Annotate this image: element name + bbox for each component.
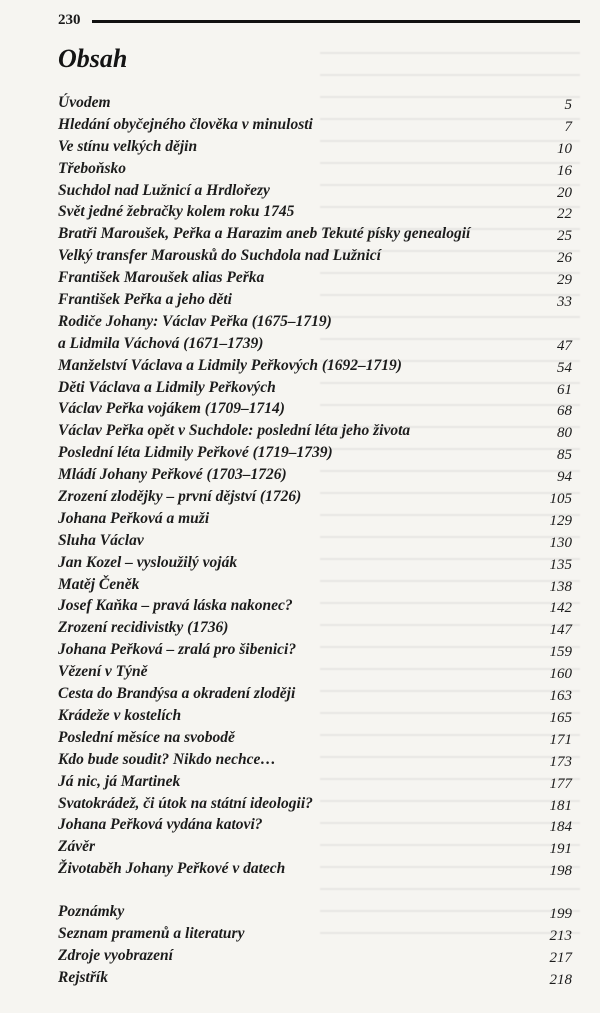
toc-entry-title: Jan Kozel – vysloužilý voják: [58, 553, 238, 571]
toc-entry-page: 16: [557, 162, 572, 179]
toc-entry-title: Mládí Johany Peřkové (1703–1726): [58, 466, 287, 484]
toc-entry-page: 85: [557, 447, 572, 464]
toc-entry-page: 218: [549, 971, 572, 988]
toc-entry-title: Já nic, já Martinek: [58, 772, 181, 790]
toc-entry: [58, 223, 572, 245]
toc-entry-title: Vězení v Týně: [58, 663, 148, 681]
toc-entry: [58, 442, 572, 464]
toc-entry: [58, 749, 572, 771]
toc-entry-title: Rodiče Johany: Václav Peřka (1675–1719): [58, 312, 332, 330]
toc-entry-title: Svatokrádež, či útok na státní ideologii?: [58, 794, 313, 812]
toc-entry-title: Třeboňsko: [58, 159, 127, 177]
toc-entry: [58, 683, 572, 705]
toc-entry-page: 129: [549, 512, 572, 529]
toc-entry: [58, 245, 572, 267]
toc-entry: [58, 967, 572, 989]
toc-entry-title: Zrození recidivistky (1736): [58, 619, 229, 637]
toc-entry: [58, 771, 572, 793]
toc-entry-title: Sluha Václav: [58, 531, 144, 549]
toc-entry-page: 5: [564, 97, 572, 113]
toc-entry: [58, 377, 572, 399]
toc-entry-page: 80: [557, 425, 572, 442]
toc-entry: [58, 552, 572, 574]
toc-entry-page: 138: [549, 578, 572, 595]
toc-entry-title: Poslední léta Lidmily Peřkové (1719–1739): [58, 444, 333, 462]
toc-entry-page: 171: [549, 731, 572, 748]
toc-entry-page: 142: [549, 600, 572, 617]
toc-entry-title: Manželství Václava a Lidmily Peřkových (1692–1719): [58, 356, 402, 374]
section-gap: [58, 880, 572, 901]
table-of-contents: [58, 92, 572, 989]
toc-entry-page: 163: [549, 688, 572, 705]
toc-entry-page: 191: [549, 841, 572, 858]
toc-entry-title: Josef Kaňka – pravá láska nakonec?: [58, 597, 293, 615]
toc-entry-title: Rejstřík: [58, 968, 108, 986]
toc-entry: [58, 420, 572, 442]
toc-entry-title: Bratři Maroušek, Peřka a Harazim aneb Tekuté písky genealogií: [58, 225, 471, 243]
toc-entry-title: Cesta do Brandýsa a okradení zloději: [58, 685, 296, 703]
toc-entry-page: 160: [549, 666, 572, 683]
toc-entry-page: 130: [549, 534, 572, 551]
toc-entry-page: 54: [557, 359, 572, 376]
toc-entry-page: 33: [557, 294, 572, 311]
toc-entry-page: 47: [557, 337, 572, 354]
toc-entry: [58, 901, 572, 923]
toc-entry: [58, 836, 572, 858]
toc-entry: [58, 355, 572, 377]
toc-entry-page: 173: [549, 753, 572, 770]
toc-entry: [58, 639, 572, 661]
page-header: [58, 12, 580, 34]
toc-entry-page: 10: [557, 140, 572, 157]
toc-entry-title: Svět jedné žebračky kolem roku 1745: [58, 203, 295, 221]
toc-entry-title: František Maroušek alias Peřka: [58, 269, 265, 287]
toc-entry-title: Johana Peřková a muži: [58, 509, 210, 527]
toc-entry-page: 184: [549, 819, 572, 836]
toc-entry-title: Kdo bude soudit? Nikdo nechce…: [58, 750, 276, 768]
toc-entry: [58, 574, 572, 596]
toc-entry: [58, 114, 572, 136]
toc-entry: [58, 508, 572, 530]
toc-entry: [58, 793, 572, 815]
toc-entry-page: 147: [549, 622, 572, 639]
toc-entry: [58, 311, 572, 333]
toc-entry: [58, 923, 572, 945]
toc-entry-page: 29: [557, 272, 572, 289]
header-rule: [92, 20, 580, 23]
toc-entry-title: Zdroje vyobrazení: [58, 946, 173, 964]
toc-entry-title: a Lidmila Váchová (1671–1739): [58, 334, 264, 352]
toc-entry-page: 105: [549, 491, 572, 508]
toc-entry: [58, 530, 572, 552]
toc-entry-title: Zrození zlodějky – první dějství (1726): [58, 488, 302, 506]
toc-entry-page: 177: [549, 775, 572, 792]
toc-entry-page: 159: [549, 644, 572, 661]
toc-entry-title: Hledání obyčejného člověka v minulosti: [58, 115, 313, 133]
toc-entry-page: 135: [549, 556, 572, 573]
toc-entry-page: 213: [549, 927, 572, 944]
toc-entry-page: 25: [557, 228, 572, 245]
toc-entry: [58, 814, 572, 836]
toc-entry-title: Poznámky: [58, 903, 125, 921]
toc-entry-page: 165: [549, 709, 572, 726]
toc-entry-page: 199: [549, 906, 572, 923]
toc-entry-page: 20: [557, 184, 572, 201]
toc-entry-page: 68: [557, 403, 572, 420]
toc-entry-page: 7: [564, 118, 572, 135]
toc-entry: [58, 267, 572, 289]
toc-entry: [58, 333, 572, 355]
toc-entry-title: Velký transfer Marousků do Suchdola nad Lužnicí: [58, 247, 381, 265]
toc-entry: [58, 617, 572, 639]
toc-entry: [58, 158, 572, 180]
toc-entry-page: 217: [549, 949, 572, 966]
toc-entry-title: Matěj Čeněk: [58, 575, 140, 593]
toc-entry: [58, 289, 572, 311]
toc-entry-page: 181: [549, 797, 572, 814]
toc-entry: [58, 201, 572, 223]
toc-entry-page: 94: [557, 469, 572, 486]
toc-entry-title: Johana Peřková vydána katovi?: [58, 816, 263, 834]
toc-entry: [58, 858, 572, 880]
toc-entry-title: Závěr: [58, 838, 96, 856]
toc-entry: [58, 727, 572, 749]
toc-entry-page: 61: [557, 381, 572, 398]
toc-entry-title: Seznam pramenů a literatury: [58, 924, 245, 942]
toc-entry-title: Krádeže v kostelích: [58, 706, 182, 724]
toc-entry-page: 26: [557, 250, 572, 267]
toc-entry-title: Johana Peřková – zralá pro šibenici?: [58, 641, 297, 659]
toc-entry-title: Životaběh Johany Peřkové v datech: [58, 860, 286, 878]
toc-entry-title: Václav Peřka opět v Suchdole: poslední léta jeho života: [58, 422, 411, 440]
page-number: 230: [58, 12, 81, 28]
toc-entry: [58, 136, 572, 158]
toc-entry-page: 198: [549, 863, 572, 880]
toc-entry-page: 22: [557, 206, 572, 223]
page-title: Obsah: [58, 44, 128, 73]
toc-entry: [58, 661, 572, 683]
toc-entry: [58, 180, 572, 202]
toc-entry-title: Václav Peřka vojákem (1709–1714): [58, 400, 285, 418]
toc-entry-title: František Peřka a jeho děti: [58, 291, 232, 309]
toc-entry: [58, 464, 572, 486]
toc-entry-title: Poslední měsíce na svobodě: [58, 728, 235, 746]
toc-entry-title: Suchdol nad Lužnicí a Hrdlořezy: [58, 181, 270, 199]
toc-entry-title: Děti Václava a Lidmily Peřkových: [58, 378, 276, 396]
toc-entry-title: Úvodem: [58, 94, 111, 111]
toc-entry: [58, 486, 572, 508]
toc-entry: [58, 945, 572, 967]
toc-entry: [58, 92, 572, 114]
toc-entry-title: Ve stínu velkých dějin: [58, 137, 198, 155]
toc-entry: [58, 398, 572, 420]
toc-entry: [58, 705, 572, 727]
toc-entry: [58, 595, 572, 617]
